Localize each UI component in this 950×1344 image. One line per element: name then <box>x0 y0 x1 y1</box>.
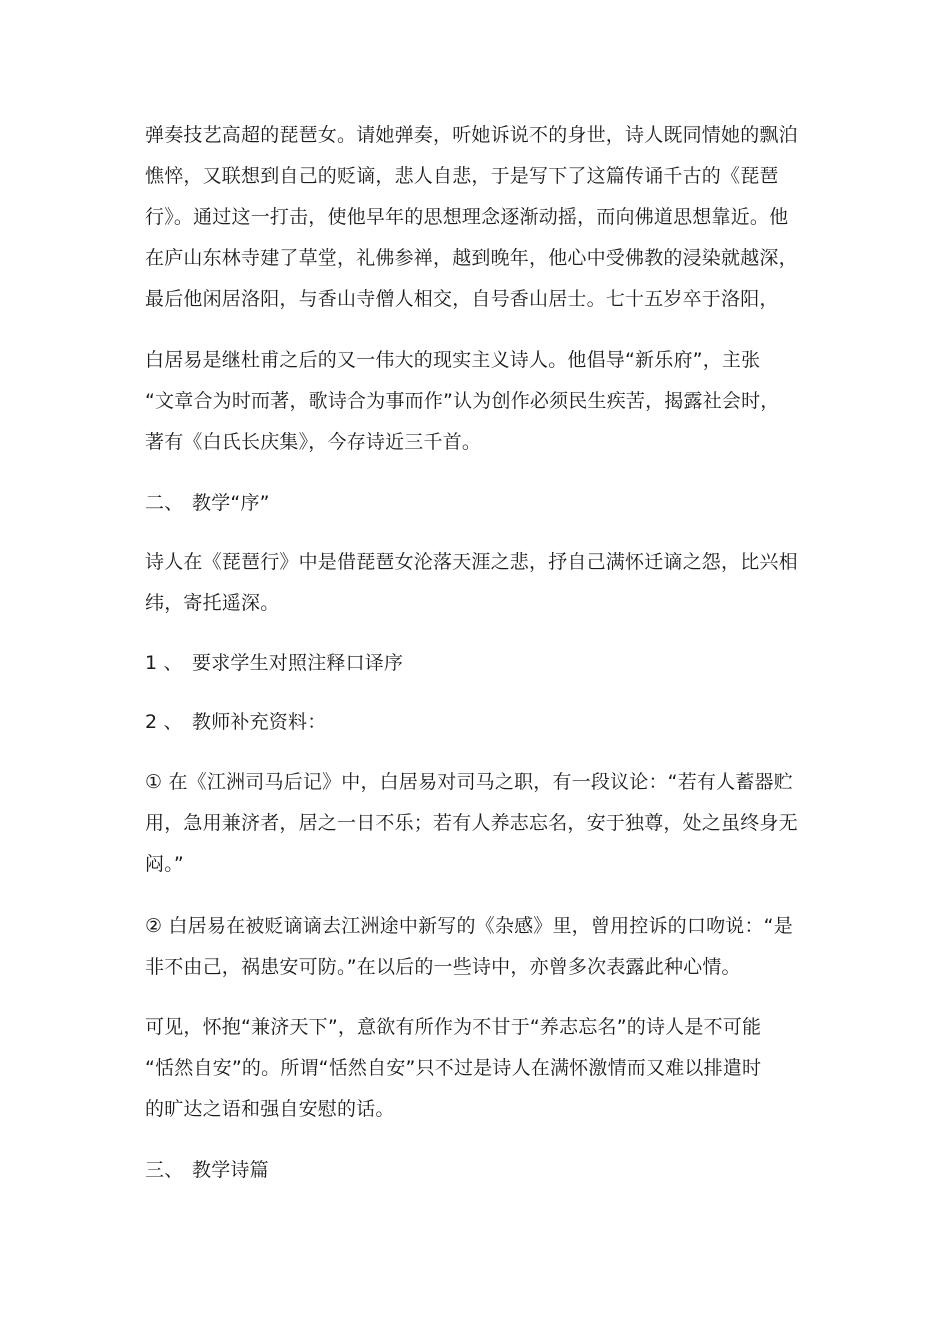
text-line: ① 在《江洲司马后记》中，白居易对司马之职，有一段议论：“若有人蓄器贮 <box>145 771 793 793</box>
heading-text: 教学诗篇 <box>192 1159 269 1181</box>
text-line: 可见，怀抱“兼济天下”，意欲有所作为不甘于“养志忘名”的诗人是不可能 <box>145 1016 762 1038</box>
paragraph-supplement-1 <box>145 762 810 885</box>
text-line: 白居易是继杜甫之后的又一伟大的现实主义诗人。他倡导“新乐府”，主张 <box>145 349 761 371</box>
text-line: 的旷达之语和强自安慰的话。 <box>145 1098 395 1120</box>
heading-line <box>145 643 810 684</box>
heading-line <box>145 483 810 524</box>
heading-line <box>145 702 810 743</box>
heading-line <box>145 1150 810 1191</box>
list-number: 2 、 <box>145 711 183 733</box>
text-line: “恬然自安”的。所谓“恬然自安”只不过是诗人在满怀激情而又难以排遣时 <box>145 1057 762 1079</box>
text-line: 行》。通过这一打击，使他早年的思想理念逐渐动摇，而向佛道思想靠近。他 <box>145 206 789 228</box>
heading-number: 三、 <box>145 1159 184 1181</box>
text-line: 最后他闲居洛阳，与香山寺僧人相交，自号香山居士。七十五岁卒于洛阳， <box>145 288 779 310</box>
list-number: 1 、 <box>145 652 183 674</box>
section-heading-3 <box>145 1150 810 1191</box>
text-line: 纬，寄托遥深。 <box>145 592 280 614</box>
text-line: 憔悴，又联想到自己的贬谪，悲人自悲，于是写下了这篇传诵千古的《琵琶 <box>145 165 779 187</box>
paragraph-bai-juyi-biography <box>145 115 810 320</box>
list-text: 教师补充资料： <box>192 711 327 733</box>
heading-number: 二、 <box>145 492 184 514</box>
text-line: “文章合为时而著，歌诗合为事而作”认为创作必须民生疾苦，揭露社会时， <box>145 390 780 412</box>
list-text: 要求学生对照注释口译序 <box>192 652 404 674</box>
paragraph-supplement-2 <box>145 906 810 988</box>
text-line: 在庐山东林寺建了草堂，礼佛参禅，越到晚年，他心中受佛教的浸染就越深， <box>145 247 798 269</box>
paragraph-conclusion <box>145 1007 810 1130</box>
text-line: 闷。” <box>145 853 184 875</box>
section-heading-2 <box>145 483 810 524</box>
text-line: 诗人在《琵琶行》中是借琵琶女沦落天涯之悲，抒自己满怀迁谪之怨，比兴相 <box>145 551 798 573</box>
text-line: 著有《白氏长庆集》，今存诗近三千首。 <box>145 431 482 453</box>
list-item-1 <box>145 643 810 684</box>
heading-text: 教学“序” <box>192 492 270 514</box>
paragraph-realist-poet <box>145 340 810 463</box>
text-line: 用，急用兼济者，居之一日不乐；若有人养志忘名，安于独尊，处之虽终身无 <box>145 812 798 834</box>
list-item-2 <box>145 702 810 743</box>
text-line: ② 白居易在被贬谪谪去江洲途中新写的《杂感》里，曾用控诉的口吻说：“是 <box>145 915 793 937</box>
text-line: 非不由己，祸患安可防。”在以后的一些诗中，亦曾多次表露此种心情。 <box>145 956 741 978</box>
paragraph-preface-summary <box>145 542 810 624</box>
text-line: 弹奏技艺高超的琵琶女。请她弹奏，听她诉说不的身世，诗人既同情她的飘泊 <box>145 124 798 146</box>
